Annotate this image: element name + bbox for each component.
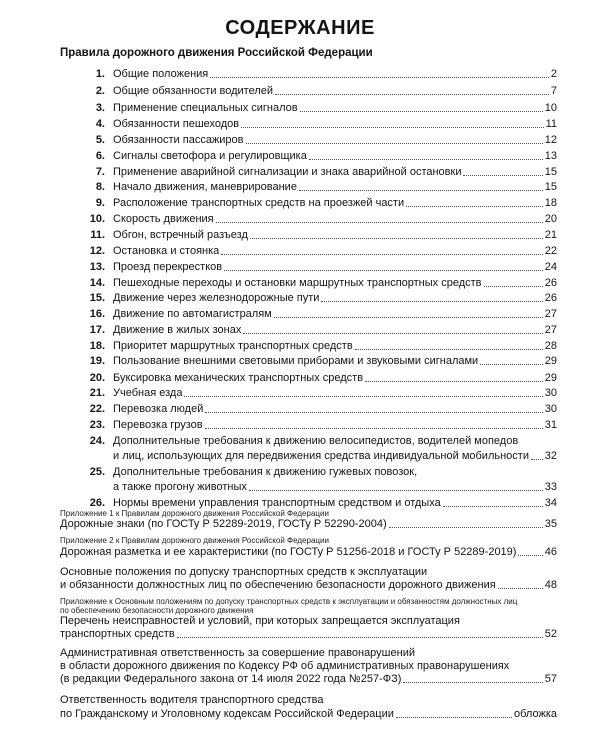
toc-entry-number: 2. [95, 85, 105, 97]
toc-entry-number: 4. [95, 118, 105, 130]
toc-entry-line [113, 84, 557, 98]
appendix-2-caption: Приложение 2 к Правилам дорожного движения Российской Федерации [60, 536, 329, 545]
leader-dots [309, 159, 543, 160]
leader-dots [463, 175, 542, 176]
toc-entry-page: 18 [544, 197, 557, 209]
toc-entry-text: Буксировка механических транспортных средств [113, 372, 364, 384]
toc-entry-line [113, 276, 557, 290]
toc-entry-page: 57 [544, 673, 557, 685]
toc-entry-page: 30 [544, 403, 557, 415]
leader-dots [205, 428, 543, 429]
toc-entry-line [113, 228, 557, 242]
leader-dots [205, 412, 542, 413]
toc-entry-number: 6. [95, 150, 105, 162]
toc-entry-text: Дополнительные требования к движению велосипедистов, водителей мопедов [113, 435, 519, 447]
toc-entry-text: Обязанности пассажиров [113, 134, 244, 146]
leader-dots [321, 301, 542, 302]
toc-entry-page: 24 [544, 261, 557, 273]
toc-entry-text: Остановка и стоянка [113, 245, 220, 257]
toc-entry-number: 5. [95, 134, 105, 146]
leader-dots [250, 238, 543, 239]
toc-entry-faults-list[interactable] [60, 627, 557, 641]
leader-dots [224, 270, 543, 271]
toc-entry-text: Перевозка людей [113, 403, 204, 415]
toc-entry-line [113, 323, 557, 337]
toc-entry-line [113, 480, 557, 494]
toc-entry-text: Начало движения, маневрирование [113, 181, 297, 193]
toc-entry-page: 27 [544, 308, 557, 320]
leader-dots [216, 222, 543, 223]
toc-entry-page: 11 [545, 118, 557, 130]
toc-entry-number: 17. [89, 324, 105, 336]
toc-entry-line [113, 67, 557, 81]
toc-entry-number: 11. [90, 229, 105, 241]
toc-entry-number: 7. [95, 166, 105, 178]
toc-entry-text: Пользование внешними световыми приборами и звуковыми сигналами [113, 355, 479, 367]
toc-entry-line [113, 418, 557, 432]
toc-entry-page: 10 [544, 102, 557, 114]
toc-entry-line [113, 180, 557, 194]
leader-dots [531, 459, 543, 460]
toc-entry-page: 48 [544, 579, 557, 591]
leader-dots [403, 682, 542, 683]
toc-entry-text: Скорость движения [113, 213, 214, 225]
toc-entry-page: 26 [544, 292, 557, 304]
toc-entry-text: и обязанности должностных лиц по обеспечению безопасности дорожного движения [60, 579, 496, 591]
toc-entry-text: Движение в жилых зонах [113, 324, 242, 336]
leader-dots [177, 637, 543, 638]
leader-dots [389, 527, 543, 528]
toc-entry-number: 26. [89, 497, 105, 509]
toc-entry-text: Обязанности пешеходов [113, 118, 240, 130]
toc-entry-page: 30 [544, 387, 557, 399]
toc-entry-page: 32 [544, 450, 557, 462]
toc-entry-text: Ответственность водителя транспортного средства [60, 694, 324, 706]
toc-entry-line [113, 386, 557, 400]
toc-entry-number: 1. [95, 68, 105, 80]
appendix-3-caption: Приложение к Основным положениям по допуску транспортных средств к эксплуатации и обязанностям должностных лиц [60, 597, 518, 606]
toc-entry-text: Пешеходные переходы и остановки маршрутных транспортных средств [113, 277, 482, 289]
toc-entry-number: 16. [89, 308, 105, 320]
leader-dots [241, 127, 543, 128]
toc-entry-text: Приоритет маршрутных транспортных средств [113, 340, 353, 352]
leader-dots [396, 717, 512, 718]
toc-entry-page: 20 [544, 213, 557, 225]
leader-dots [221, 254, 542, 255]
toc-entry-line [113, 402, 557, 416]
toc-entry-text: Движение по автомагистралям [113, 308, 272, 320]
toc-entry-text: в области дорожного движения по Кодексу РФ об административных правонарушениях [60, 660, 510, 672]
page-title: СОДЕРЖАНИЕ [225, 17, 375, 39]
toc-entry-line [113, 291, 557, 305]
toc-entry-text: Дополнительные требования к движению гужевых повозок, [113, 466, 418, 478]
toc-entry-basic-provisions[interactable] [60, 578, 557, 592]
toc-entry-line [113, 339, 557, 353]
toc-entry-text: и лиц, использующих для передвижения средства индивидуальной мобильности [113, 450, 529, 462]
toc-entry-number: 24. [89, 435, 105, 447]
toc-entry-line [113, 212, 557, 226]
toc-entry-line [113, 449, 557, 463]
leader-dots [518, 555, 542, 556]
toc-entry-line [113, 496, 557, 510]
toc-entry-text: Основные положения по допуску транспортных средств к эксплуатации [60, 566, 428, 578]
toc-entry-page: 13 [544, 150, 557, 162]
toc-entry-text: транспортных средств [60, 628, 175, 640]
toc-entry-number: 22. [89, 403, 105, 415]
toc-entry-page: 29 [544, 355, 557, 367]
toc-entry-text: Общие положения [113, 68, 209, 80]
toc-entry-text: Учебная езда [113, 387, 183, 399]
toc-entry-text: а также прогону животных [113, 481, 247, 493]
leader-dots [249, 490, 543, 491]
toc-entry-page: 28 [544, 340, 557, 352]
toc-entry-page: обложка [514, 708, 557, 720]
toc-entry-line [113, 101, 557, 115]
toc-entry-number: 9. [95, 197, 105, 209]
leader-dots [300, 111, 543, 112]
toc-entry-text: по Гражданскому и Уголовному кодексам Российской Федерации [60, 708, 394, 720]
toc-entry-page: 52 [544, 628, 557, 640]
toc-entry-text: Административная ответственность за совершение правонарушений [60, 647, 415, 659]
toc-entry-page: 21 [544, 229, 557, 241]
toc-entry-text: Применение специальных сигналов [113, 102, 298, 114]
toc-entry-admin-liability[interactable] [60, 672, 557, 686]
leader-dots [275, 94, 549, 95]
toc-entry-number: 3. [95, 102, 105, 114]
leader-dots [484, 286, 543, 287]
toc-entry-page: 35 [544, 518, 557, 530]
leader-dots [210, 77, 549, 78]
toc-entry-line [113, 117, 557, 131]
toc-entry-page: 12 [544, 134, 557, 146]
toc-entry-appendix-1[interactable] [60, 517, 557, 531]
leader-dots [355, 349, 543, 350]
toc-entry-number: 8. [95, 181, 105, 193]
toc-entry-page: 46 [544, 546, 557, 558]
toc-entry-number: 23. [89, 419, 105, 431]
toc-entry-number: 19. [89, 355, 105, 367]
toc-entry-line [113, 307, 557, 321]
toc-entry-text: Нормы времени управления транспортным средством и отдыха [113, 497, 441, 509]
toc-entry-text: Дорожные знаки (по ГОСТу Р 52289-2019, ГОСТу Р 52290-2004) [60, 518, 387, 530]
toc-entry-page: 31 [544, 419, 557, 431]
toc-entry-page: 22 [544, 245, 557, 257]
toc-entry-page: 34 [544, 497, 557, 509]
toc-entry-text: Расположение транспортных средств на проезжей части [113, 197, 405, 209]
toc-entry-number: 10. [89, 213, 105, 225]
toc-entry-text: Перевозка грузов [113, 419, 203, 431]
leader-dots [184, 396, 542, 397]
toc-entry-page: 29 [544, 372, 557, 384]
leader-dots [243, 333, 542, 334]
toc-entry-text: Проезд перекрестков [113, 261, 223, 273]
toc-entry-line [113, 165, 557, 179]
toc-entry-number: 12. [89, 245, 105, 257]
leader-dots [274, 317, 543, 318]
leader-dots [406, 206, 543, 207]
toc-entry-number: 14. [89, 277, 105, 289]
leader-dots [365, 381, 543, 382]
leader-dots [498, 588, 543, 589]
leader-dots [246, 143, 543, 144]
toc-entry-page: 33 [544, 481, 557, 493]
toc-entry-line [113, 244, 557, 258]
toc-entry-line [113, 371, 557, 385]
toc-entry-page: 2 [550, 68, 557, 80]
appendix-3-caption-2: по обеспечению безопасности дорожного движения [60, 606, 254, 615]
toc-entry-text: Сигналы светофора и регулировщика [113, 150, 307, 162]
toc-entry-line [113, 196, 557, 210]
toc-entry-page: 26 [544, 277, 557, 289]
toc-entry-number: 18. [89, 340, 105, 352]
appendix-1-caption: Приложение 1 к Правилам дорожного движения Российской Федерации [60, 509, 329, 518]
toc-entry-text: Применение аварийной сигнализации и знака аварийной остановки [113, 166, 462, 178]
toc-entry-page: 27 [544, 324, 557, 336]
toc-entry-driver-liability[interactable] [60, 707, 557, 721]
toc-entry-line [113, 149, 557, 163]
leader-dots [299, 190, 543, 191]
toc-entry-number: 25. [89, 466, 105, 478]
toc-entry-text: Перечень неисправностей и условий, при которых запрещается эксплуатация [60, 615, 460, 627]
toc-entry-page: 15 [544, 181, 557, 193]
toc-entry-number: 15. [89, 292, 105, 304]
toc-entry-line [113, 260, 557, 274]
leader-dots [443, 506, 543, 507]
toc-entry-number: 13. [89, 261, 105, 273]
toc-entry-page: 7 [550, 85, 557, 97]
toc-entry-number: 21. [89, 387, 105, 399]
toc-entry-line [113, 354, 557, 368]
toc-entry-text: Общие обязанности водителей [113, 85, 274, 97]
section-heading: Правила дорожного движения Российской Федерации [60, 47, 373, 59]
toc-entry-text: Обгон, встречный разъезд [113, 229, 248, 241]
toc-entry-page: 15 [544, 166, 557, 178]
toc-entry-text: Дорожная разметка и ее характеристики (по ГОСТу Р 51256-2018 и ГОСТу Р 52289-2019) [60, 546, 517, 558]
toc-entry-line [113, 133, 557, 147]
toc-entry-appendix-2[interactable] [60, 545, 557, 559]
toc-entry-number: 20. [89, 372, 105, 384]
toc-entry-text: Движение через железнодорожные пути [113, 292, 320, 304]
toc-entry-text: (в редакции Федерального закона от 14 июля 2022 года №257-ФЗ) [60, 673, 402, 685]
leader-dots [480, 364, 543, 365]
